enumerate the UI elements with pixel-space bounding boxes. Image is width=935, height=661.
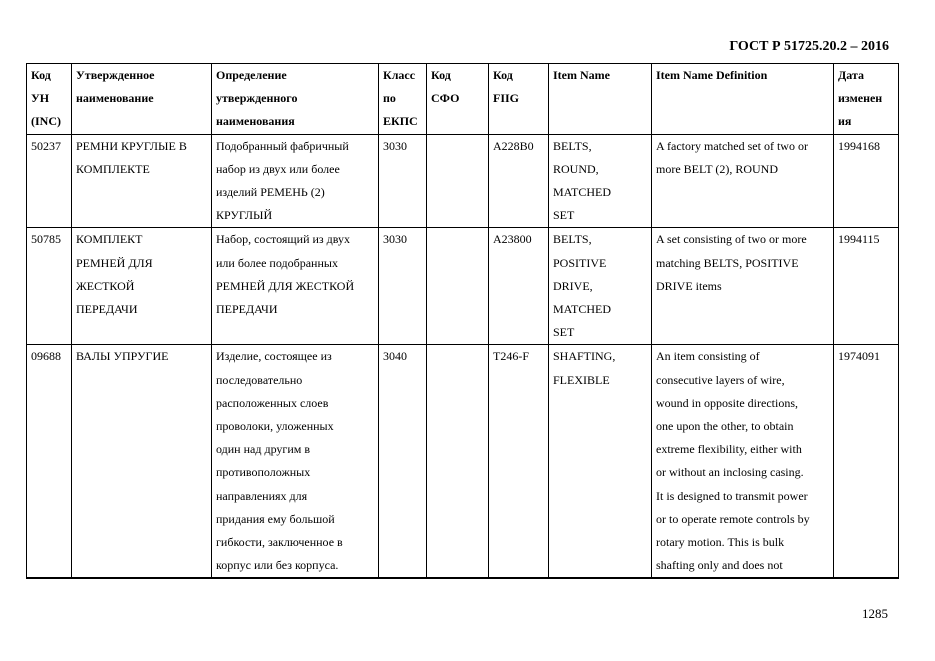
- cell-sfo: [427, 134, 489, 228]
- catalog-table: [26, 63, 899, 579]
- cell-definition-en: An item consisting of consecutive layers of wire, wound in opposite directions, one upon the other, to obtain extreme flexibility, either with or without an inclosing casing. It is designed to transmit power or to operate remote controls by rotary motion. This is bulk shafting only and does not: [652, 345, 834, 579]
- document-header: ГОСТ Р 51725.20.2 – 2016: [729, 39, 889, 54]
- cell-sfo: [427, 228, 489, 345]
- cell-inc: 50785: [27, 228, 72, 345]
- col-header-class: Класс по ЕКПС: [379, 64, 427, 135]
- col-header-fiig: Код FIIG: [489, 64, 549, 135]
- header-row: [27, 64, 899, 135]
- cell-class: 3030: [379, 228, 427, 345]
- cell-approved-name: КОМПЛЕКТ РЕМНЕЙ ДЛЯ ЖЕСТКОЙ ПЕРЕДАЧИ: [72, 228, 212, 345]
- cell-class: 3030: [379, 134, 427, 228]
- col-header-definition-en: Item Name Definition: [652, 64, 834, 135]
- cell-definition-ru: Набор, состоящий из двух или более подобранных РЕМНЕЙ ДЛЯ ЖЕСТКОЙ ПЕРЕДАЧИ: [212, 228, 379, 345]
- cell-fiig: T246-F: [489, 345, 549, 579]
- table-row: [27, 228, 899, 345]
- col-header-inc: Код УН (INC): [27, 64, 72, 135]
- cell-definition-ru: Подобранный фабричный набор из двух или более изделий РЕМЕНЬ (2) КРУГЛЫЙ: [212, 134, 379, 228]
- col-header-item-name: Item Name: [549, 64, 652, 135]
- cell-definition-en: A set consisting of two or more matching BELTS, POSITIVE DRIVE items: [652, 228, 834, 345]
- cell-fiig: A23800: [489, 228, 549, 345]
- cell-inc: 50237: [27, 134, 72, 228]
- cell-approved-name: РЕМНИ КРУГЛЫЕ В КОМПЛЕКТЕ: [72, 134, 212, 228]
- col-header-approved-name: Утвержденное наименование: [72, 64, 212, 135]
- col-header-date: Дата изменен ия: [834, 64, 899, 135]
- cell-item-name: BELTS, ROUND, MATCHED SET: [549, 134, 652, 228]
- table-row: [27, 134, 899, 228]
- cell-definition-en: A factory matched set of two or more BELT (2), ROUND: [652, 134, 834, 228]
- cell-fiig: A228B0: [489, 134, 549, 228]
- col-header-definition-ru: Определение утвержденного наименования: [212, 64, 379, 135]
- cell-date: 1974091: [834, 345, 899, 579]
- cell-item-name: SHAFTING, FLEXIBLE: [549, 345, 652, 579]
- cell-sfo: [427, 345, 489, 579]
- page-number: 1285: [862, 606, 888, 621]
- table-row: [27, 345, 899, 579]
- cell-date: 1994115: [834, 228, 899, 345]
- cell-inc: 09688: [27, 345, 72, 579]
- cell-class: 3040: [379, 345, 427, 579]
- cell-date: 1994168: [834, 134, 899, 228]
- cell-approved-name: ВАЛЫ УПРУГИЕ: [72, 345, 212, 579]
- cell-item-name: BELTS, POSITIVE DRIVE, MATCHED SET: [549, 228, 652, 345]
- cell-definition-ru: Изделие, состоящее из последовательно расположенных слоев проволоки, уложенных один над другим в противоположных направлениях для придания ему большой гибкости, заключенное в корпус или без корпуса.: [212, 345, 379, 579]
- col-header-sfo: Код СФО: [427, 64, 489, 135]
